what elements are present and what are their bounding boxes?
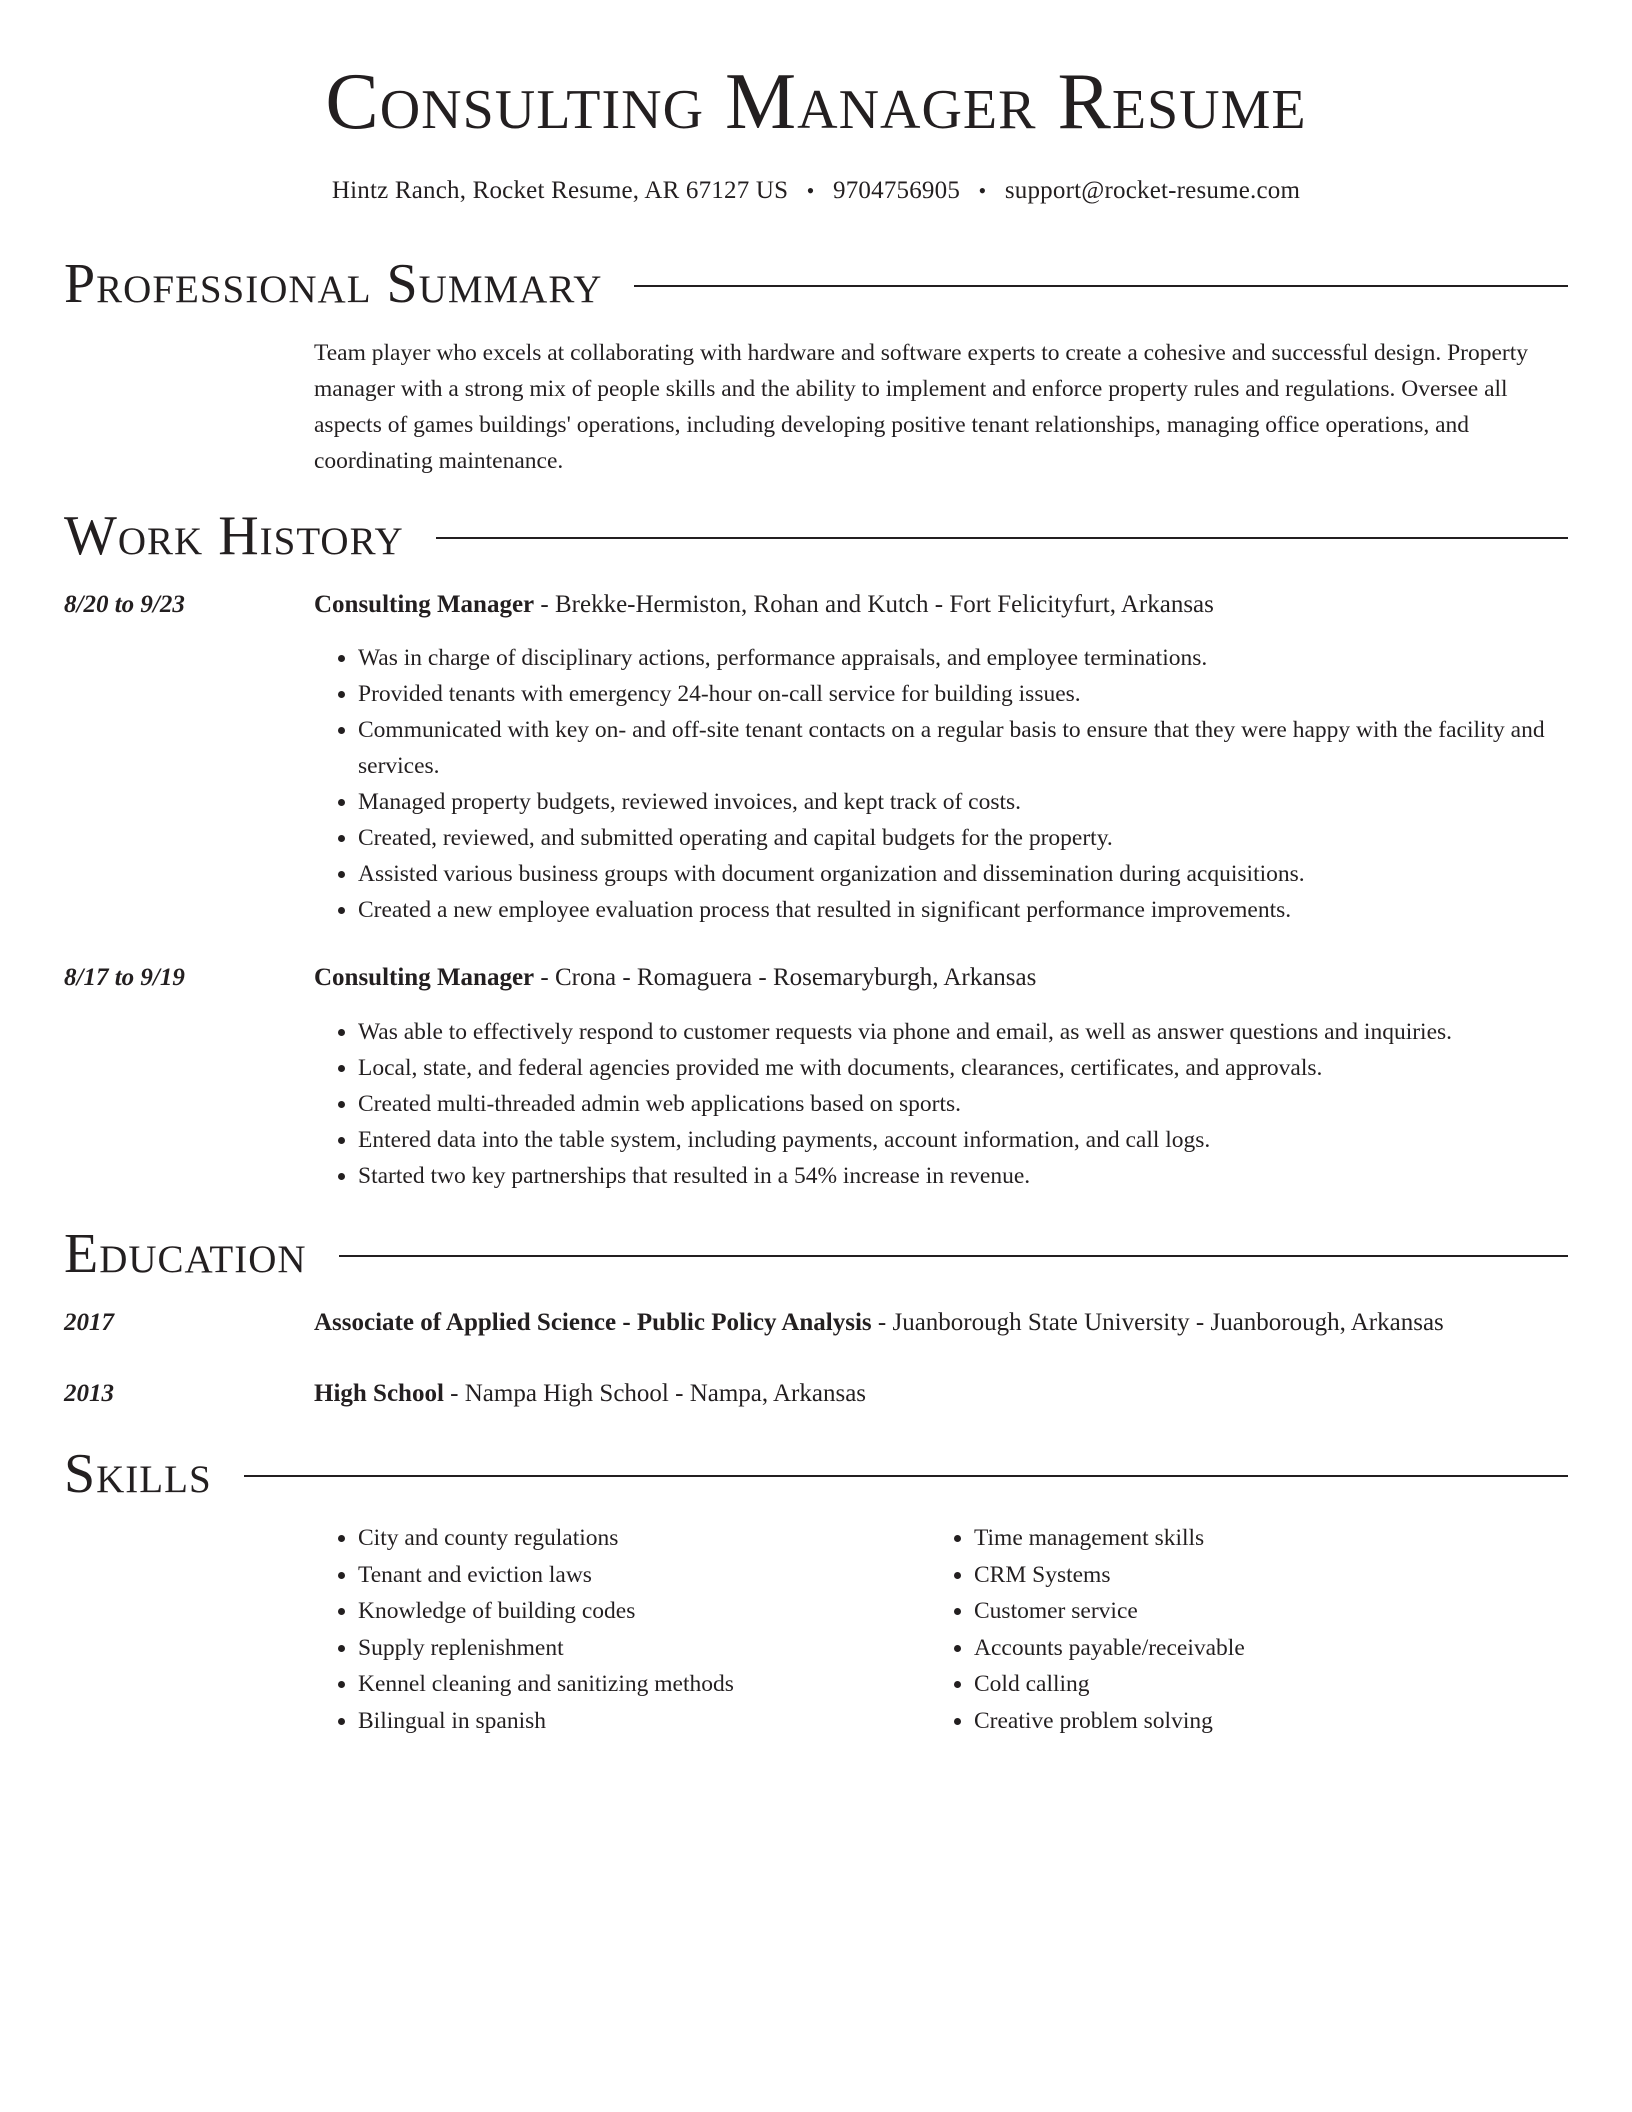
contact-separator: • — [806, 178, 815, 203]
list-item: • Created, reviewed, and submitted operating and capital budgets for the property. — [358, 820, 1628, 856]
list-item: • Started two key partnerships that resulted in a 54% increase in revenue. — [358, 1158, 1628, 1194]
job-bullets — [314, 1014, 1628, 1194]
list-item: • Assisted various business groups with document organization and dissemination during acquisitions. — [358, 856, 1628, 892]
skill-item: • Bilingual in spanish — [358, 1703, 918, 1740]
resume-header — [0, 52, 1632, 208]
education-degree: High School — [314, 1380, 444, 1407]
work-heading: Work History — [64, 505, 404, 567]
list-item: • Created a new employee evaluation process that resulted in significant performance improvements. — [358, 892, 1628, 928]
skill-item: • Kennel cleaning and sanitizing methods — [358, 1666, 918, 1703]
list-item: • Was in charge of disciplinary actions, performance appraisals, and employee terminations. — [358, 640, 1628, 676]
job-title-line — [314, 961, 1036, 995]
job-title: Consulting Manager — [314, 591, 535, 618]
skill-item: • City and county regulations — [358, 1520, 918, 1557]
education-line — [314, 1377, 866, 1411]
list-item: • Local, state, and federal agencies provided me with documents, clearances, certificates, and approvals. — [358, 1050, 1628, 1086]
list-item: • Communicated with key on- and off-site tenant contacts on a regular basis to ensure that they were happy with the facility and services. — [358, 712, 1628, 784]
job-details: - Brekke-Hermiston, Rohan and Kutch - Fort Felicityfurt, Arkansas — [534, 591, 1214, 618]
summary-section-header — [64, 252, 1568, 316]
skills-list-right — [930, 1520, 1574, 1739]
education-details: - Juanborough State University - Juanborough, Arkansas — [871, 1309, 1444, 1336]
skill-item: • Tenant and eviction laws — [358, 1557, 918, 1594]
skill-item: • Knowledge of building codes — [358, 1593, 918, 1630]
education-year: 2017 — [64, 1309, 114, 1336]
job-details: - Crona - Romaguera - Rosemaryburgh, Arkansas — [534, 964, 1037, 991]
list-item: • Created multi-threaded admin web applications based on sports. — [358, 1086, 1628, 1122]
skills-section-header — [64, 1442, 1568, 1506]
summary-text: Team player who excels at collaborating with hardware and software experts to create a cohesive and successful design. Property manager with a strong mix of people skills and the ability to implement and enforce property rules and regulations. Oversee all aspects of games buildings' operations, including developing positive tenant relationships, managing office operations, and coordinating maintenance. — [314, 340, 1529, 474]
skill-item: • CRM Systems — [974, 1557, 1574, 1594]
list-item: • Managed property budgets, reviewed invoices, and kept track of costs. — [358, 784, 1628, 820]
skill-item: • Time management skills — [974, 1520, 1574, 1557]
section-divider — [244, 1475, 1568, 1477]
list-item: • Entered data into the table system, including payments, account information, and call logs. — [358, 1122, 1628, 1158]
section-divider — [339, 1255, 1568, 1257]
job-title-line — [314, 588, 1214, 622]
section-divider — [634, 285, 1568, 287]
job-dates: 8/17 to 9/19 — [64, 964, 185, 991]
contact-separator: • — [978, 178, 987, 203]
education-line — [314, 1306, 1444, 1340]
skill-item: • Customer service — [974, 1593, 1574, 1630]
job-title: Consulting Manager — [314, 964, 535, 991]
resume-title: Consulting Manager Resume — [325, 58, 1307, 146]
contact-line — [0, 174, 1632, 208]
education-degree: Associate of Applied Science - Public Policy Analysis — [314, 1309, 872, 1336]
contact-address: Hintz Ranch, Rocket Resume, AR 67127 US — [331, 177, 789, 204]
skills-heading: Skills — [64, 1443, 212, 1505]
work-section-header — [64, 504, 1568, 568]
list-item: • Was able to effectively respond to customer requests via phone and email, as well as answer questions and inquiries. — [358, 1014, 1628, 1050]
section-divider — [436, 537, 1568, 539]
job-bullets — [314, 640, 1628, 928]
education-section-header — [64, 1222, 1568, 1286]
summary-heading: Professional Summary — [64, 253, 603, 315]
skill-item: • Accounts payable/receivable — [974, 1630, 1574, 1667]
skill-item: • Cold calling — [974, 1666, 1574, 1703]
education-details: - Nampa High School - Nampa, Arkansas — [443, 1380, 867, 1407]
education-year: 2013 — [64, 1380, 114, 1407]
contact-email[interactable]: support@rocket-resume.com — [1004, 177, 1301, 204]
skill-item: • Creative problem solving — [974, 1703, 1574, 1740]
list-item: • Provided tenants with emergency 24-hour on-call service for building issues. — [358, 676, 1628, 712]
skills-list-left — [314, 1520, 918, 1739]
skill-item: • Supply replenishment — [358, 1630, 918, 1667]
job-dates: 8/20 to 9/23 — [64, 591, 185, 618]
education-heading: Education — [64, 1223, 307, 1285]
contact-phone: 9704756905 — [833, 177, 961, 204]
